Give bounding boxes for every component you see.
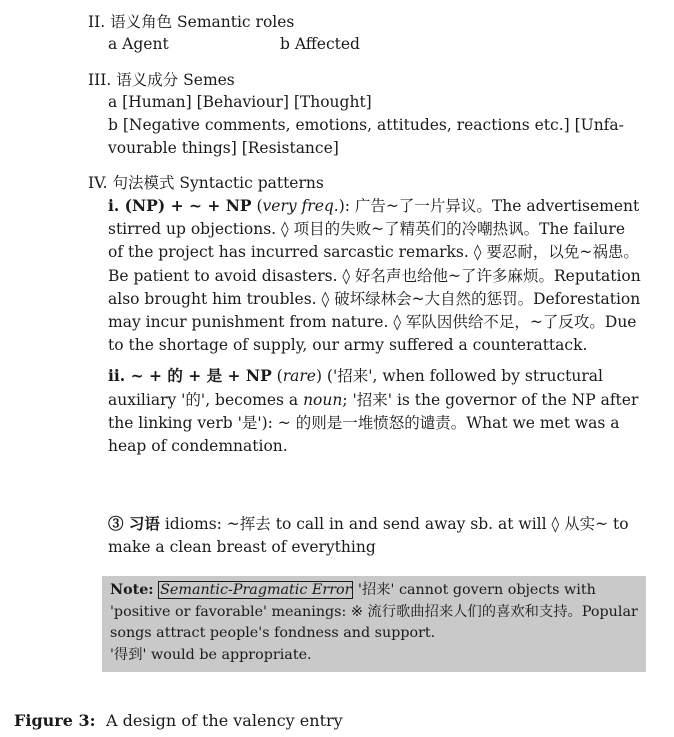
semes-line-a: a [Human] [Behaviour] [Thought] bbox=[108, 93, 372, 111]
idioms-marker: ③ 习语 bbox=[108, 514, 160, 533]
semes-body bbox=[108, 91, 644, 161]
note-suggestion: '得到' would be appropriate. bbox=[110, 646, 312, 663]
role-affected: b Affected bbox=[280, 35, 360, 53]
pattern-2-text-a: ) ('招来', when followed by structural auxiliary '的', becomes a bbox=[108, 367, 603, 409]
roles-row bbox=[108, 33, 644, 56]
figure-title: A design of the valency entry bbox=[106, 711, 343, 730]
note-text: '招来' cannot govern objects with 'positive or favorable' meanings: ※ 流行歌曲招来人们的喜欢和支持。Popular songs attract people's fondness and support. bbox=[110, 582, 638, 641]
figure-caption bbox=[14, 710, 343, 732]
role-agent: a Agent bbox=[108, 35, 169, 53]
idioms-section bbox=[88, 512, 648, 559]
pattern-2-frequency: rare bbox=[282, 367, 316, 386]
semantic-roles-items bbox=[108, 33, 644, 56]
pattern-2: ii. ~ + 的 + 是 + NP (rare) ('招来', when followed by structural auxiliary '的', becomes a noun; '招来' is the governor of the NP after the linking verb '是'): ~ 的则是一堆愤怒的谴责。What we met was a heap of condemnation. bbox=[108, 366, 639, 456]
syntactic-patterns-heading: IV. 句法模式 Syntactic patterns bbox=[88, 174, 324, 192]
idioms-body bbox=[108, 512, 644, 559]
note-box bbox=[102, 576, 646, 672]
semes-heading: III. 语义成分 Semes bbox=[88, 71, 235, 89]
pattern-2-text-b: ; '招来' is the governor of the NP after the linking verb '是'): ~ 的则是一堆愤怒的谴责。What we met was a heap of condemnation. bbox=[108, 390, 639, 456]
note-label: Note: bbox=[110, 582, 154, 598]
semantic-roles-heading: II. 语义角色 Semantic roles bbox=[88, 13, 295, 31]
syntactic-patterns-section bbox=[88, 172, 648, 458]
idioms-text: idioms: ~挥去 to call in and send away sb. at will ◊ 从实~ to make a clean breast of everything bbox=[108, 515, 629, 557]
error-type-box: Semantic-Pragmatic Error bbox=[160, 582, 352, 598]
pattern-1-frequency: very freq. bbox=[262, 197, 339, 215]
semes-line-b2: vourable things] [Resistance] bbox=[108, 139, 339, 158]
pattern-2-label: ii. ~ + 的 + 是 + NP bbox=[108, 366, 272, 386]
pattern-2-noun: noun bbox=[303, 390, 343, 409]
semes-line-b1: b [Negative comments, emotions, attitudes, reactions etc.] [Unfa- bbox=[108, 116, 624, 135]
semantic-roles-section bbox=[88, 11, 648, 56]
pattern-1-label: i. (NP) + ~ + NP bbox=[108, 196, 252, 215]
figure-label: Figure 3: bbox=[14, 711, 96, 730]
semes-section bbox=[88, 69, 648, 161]
pattern-1-text: ): 广告~了一片异议。The advertisement stirred up objections. ◊ 项目的失败~了精英们的冷嘲热讽。The failure of the project has incurred sarcastic remarks. ◊ 要忍耐，以免~祸患。Be patient to avoid disasters. ◊ 好名声也给他~了许多麻烦。Reputation also brought him troubles. ◊ 破坏绿林会~大自然的惩罚。Deforestation may incur punishment from nature. ◊ 军队因供给不足，~了反攻。Due to the shortage of supply, our army suffered a counterattack. bbox=[108, 197, 641, 355]
pattern-1: i. (NP) + ~ + NP (very freq.): 广告~了一片异议。The advertisement stirred up objections. ◊ 项目的失败~了精英们的冷嘲热讽。The failure of the project has incurred sarcastic remarks. ◊ 要忍耐，以免~祸患。Be patient to avoid disasters. ◊ 好名声也给他~了许多麻烦。Reputation also brought him troubles. ◊ 破坏绿林会~大自然的惩罚。Deforestation may incur punishment from nature. ◊ 军队因供给不足，~了反攻。Due to the shortage of supply, our army suffered a counterattack. bbox=[108, 196, 641, 355]
